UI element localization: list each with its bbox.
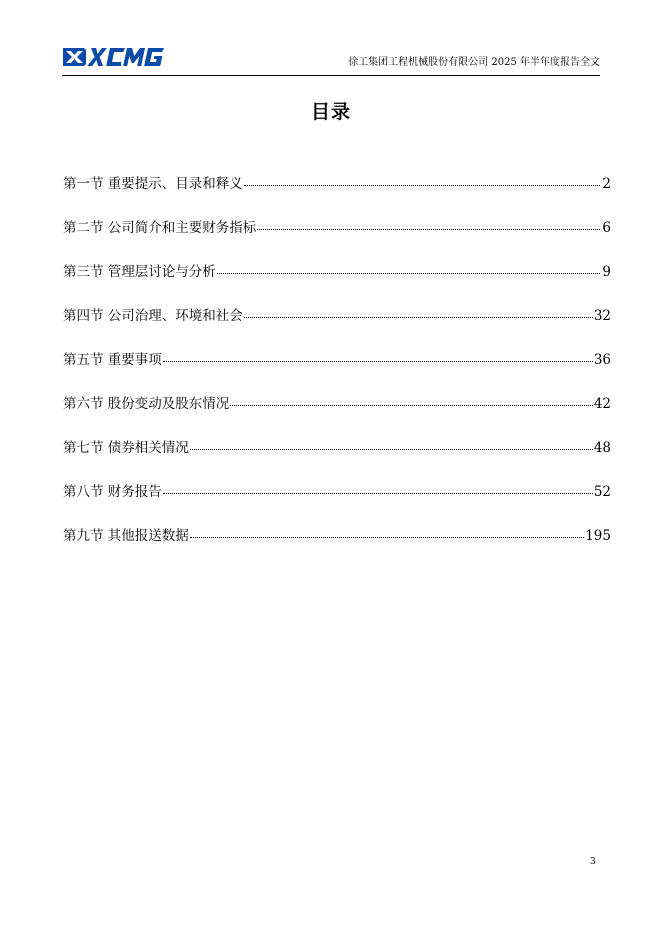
toc-entry-page: 195: [585, 528, 611, 544]
toc-entry-label: 第七节 债券相关情况: [63, 440, 189, 456]
toc-entry-label: 第三节 管理层讨论与分析: [63, 264, 216, 280]
dot-leader: [244, 185, 600, 186]
toc-entry[interactable]: [63, 395, 611, 439]
toc-entry-page: 36: [593, 352, 611, 368]
xcmg-logo-icon: [62, 44, 170, 70]
toc-heading: 目录: [310, 101, 351, 123]
toc-entry-label: 第八节 财务报告: [63, 484, 162, 500]
page-header: [62, 40, 600, 76]
dot-leader: [257, 229, 600, 230]
toc-entry[interactable]: [63, 307, 611, 351]
toc-entry-page: 52: [593, 484, 611, 500]
toc-entry-page: 2: [602, 176, 611, 192]
dot-leader: [244, 317, 593, 318]
toc-entry-page: 32: [593, 308, 611, 324]
dot-leader: [230, 405, 593, 406]
toc-entry-page: 9: [602, 264, 611, 280]
dot-leader: [163, 361, 593, 362]
toc-entry-label: 第二节 公司简介和主要财务指标: [63, 220, 257, 236]
toc-entry-label: 第五节 重要事项: [63, 352, 162, 368]
toc-entry[interactable]: [63, 263, 611, 307]
toc-entry-label: 第一节 重要提示、目录和释义: [63, 176, 243, 192]
toc-entry[interactable]: [63, 527, 611, 571]
xcmg-logo: [62, 44, 170, 70]
toc-entry[interactable]: [63, 439, 611, 483]
toc-entry-label: 第九节 其他报送数据: [63, 528, 189, 544]
report-title: 徐工集团工程机械股份有限公司 2025 年半年度报告全文: [348, 57, 600, 68]
toc-entry[interactable]: [63, 175, 611, 219]
dot-leader: [217, 273, 600, 274]
page-number: 3: [590, 857, 596, 867]
table-of-contents: [63, 175, 611, 571]
toc-entry-label: 第六节 股份变动及股东情况: [63, 396, 230, 412]
dot-leader: [190, 537, 584, 538]
toc-entry[interactable]: [63, 351, 611, 395]
dot-leader: [190, 449, 593, 450]
toc-entry-page: 6: [602, 220, 611, 236]
toc-entry-page: 42: [593, 396, 611, 412]
toc-entry[interactable]: [63, 483, 611, 527]
toc-entry[interactable]: [63, 219, 611, 263]
header-divider: [62, 75, 600, 76]
dot-leader: [163, 493, 593, 494]
toc-entry-page: 48: [593, 440, 611, 456]
toc-entry-label: 第四节 公司治理、环境和社会: [63, 308, 243, 324]
